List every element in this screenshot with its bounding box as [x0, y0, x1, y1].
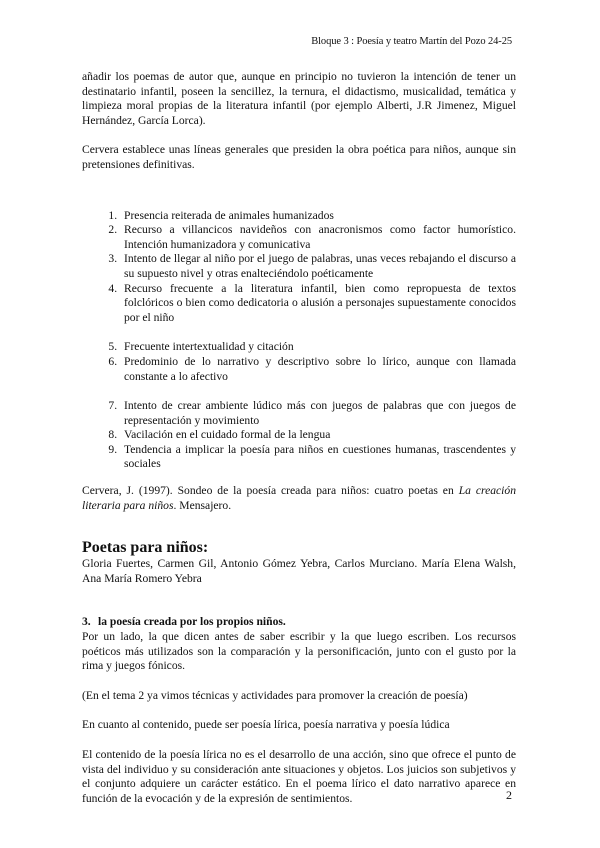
section-3-paragraph-3: En cuanto al contenido, puede ser poesía lírica, poesía narrativa y poesía lúdica	[82, 718, 450, 732]
reference-text: Cervera, J. (1997). Sondeo de la poesía creada para niños: cuatro poetas en	[82, 484, 459, 498]
criteria-item: 4. Recurso frecuente a la literatura infantil, bien como repropuesta de textos folclóricos o bien como dedicatoria o alusión a personajes supuestamente conocidos por el niño	[120, 282, 516, 326]
poets-heading: Poetas para niños:	[82, 539, 209, 557]
section-title-text: la poesía creada por los propios niños.	[98, 615, 286, 629]
section-3-paragraph-2: (En el tema 2 ya vimos técnicas y actividades para promover la creación de poesía)	[82, 688, 468, 702]
criteria-item: 7. Intento de crear ambiente lúdico más con juegos de palabras que con juegos de representación y movimiento	[120, 399, 516, 428]
criteria-item: 1. Presencia reiterada de animales humanizados	[120, 209, 516, 224]
page-number: 2	[506, 788, 512, 802]
section-3-paragraph-4: El contenido de la poesía lírica no es el desarrollo de una acción, sino que ofrece el punto de vista del individuo y su consideración ante situaciones y objetos. Los juicios son subjetivos y el conjunto adquiere un carácter estático. En el poema lírico el dato narrativo aparece en función de la evocación y de la expresión de sentimientos.	[82, 748, 516, 805]
criteria-item: 9. Tendencia a implicar la poesía para niños en cuestiones humanas, trascendentes y sociales	[120, 443, 516, 472]
reference-publisher: . Mensajero.	[173, 498, 232, 512]
cervera-paragraph: Cervera establece unas líneas generales que presiden la obra poética para niños, aunque sin pretensiones definitivas.	[82, 143, 516, 171]
poets-list: Gloria Fuertes, Carmen Gil, Antonio Gómez Yebra, Carlos Murciano. María Elena Walsh, Ana María Romero Yebra	[82, 557, 516, 585]
criteria-item: 3. Intento de llegar al niño por el juego de palabras, unas veces rebajando el discurso a su supuesto nivel y otras enalteciéndolo poéticamente	[120, 252, 516, 281]
criteria-list	[82, 209, 516, 473]
section-3-title	[82, 615, 516, 630]
running-header: Bloque 3 : Poesía y teatro Martín del Pozo 24-25	[311, 36, 512, 47]
intro-paragraph: añadir los poemas de autor que, aunque en principio no tuvieron la intención de tener un destinatario infantil, poseen la sencillez, la ternura, el didactismo, musicalidad, temática y limpieza moral propias de la literatura infantil (por ejemplo Alberti, J.R Jimenez, Miguel Hernández, García Lorca).	[82, 70, 516, 127]
criteria-item: 6. Predominio de lo narrativo y descriptivo sobre lo lírico, aunque con llamada constante a lo afectivo	[120, 355, 516, 384]
reference-book-title: La creación literaria para niños	[82, 484, 516, 512]
criteria-item: 2. Recurso a villancicos navideños con anacronismos como factor humorístico. Intención humanizadora y comunicativa	[120, 223, 516, 252]
criteria-item: 5. Frecuente intertextualidad y citación	[120, 340, 516, 355]
reference-citation	[82, 484, 516, 513]
criteria-item: 8. Vacilación en el cuidado formal de la lengua	[120, 428, 516, 443]
page-body	[82, 70, 516, 806]
section-3-paragraph-1: Por un lado, la que dicen antes de saber escribir y la que luego escriben. Los recursos poéticos más utilizados son la comparación y la personificación, junto con el gusto por la rima y juegos fónicos.	[82, 630, 516, 673]
section-number: 3.	[82, 615, 91, 629]
